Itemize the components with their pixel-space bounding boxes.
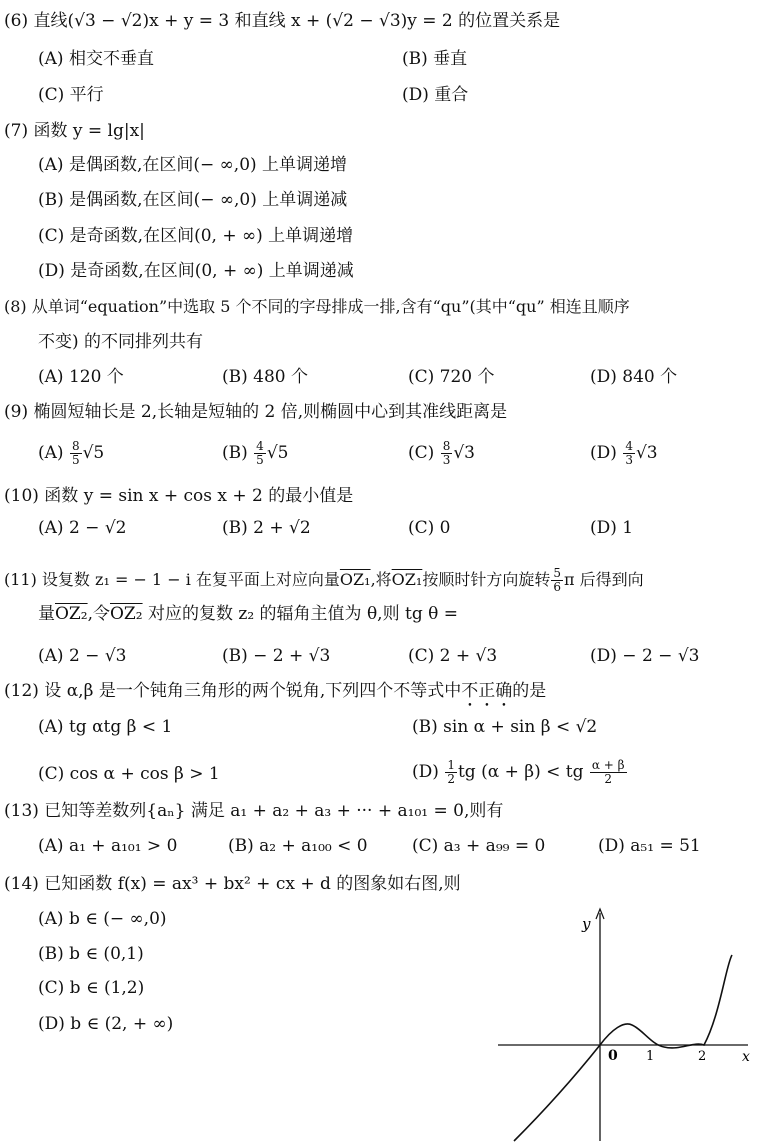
q12-d-half-denominator: 2	[447, 772, 455, 786]
q11-text-e: 量	[38, 604, 55, 624]
q9-b-label: (B)	[222, 443, 248, 463]
cubic-function-graph	[490, 905, 760, 1145]
question-14-stem: (14) 已知函数 f(x) = ax³ + bx² + cx + d 的图象如右图,则	[4, 874, 461, 894]
q13-option-a: (A) a₁ + a₁₀₁ > 0	[38, 836, 178, 856]
q12-text-b: 的是	[512, 681, 547, 701]
q9-d-numerator: 4	[625, 439, 633, 453]
x-axis-label: x	[742, 1049, 750, 1065]
q12-d-half-numerator: 1	[447, 758, 455, 772]
q7-option-b: (B) 是偶函数,在区间(− ∞,0) 上单调递减	[38, 190, 348, 210]
q8-option-b: (B) 480 个	[222, 367, 309, 387]
q11-text-c: 按顺时针方向旋转	[422, 570, 551, 589]
origin-label: 0	[608, 1048, 618, 1064]
question-8-stem-line1: (8) 从单词“equation”中选取 5 个不同的字母排成一排,含有“qu”(其中“qu” 相连且顺序	[4, 297, 630, 316]
q11-option-c: (C) 2 + √3	[408, 646, 498, 666]
q11-option-a: (A) 2 − √3	[38, 646, 127, 666]
q8-option-d: (D) 840 个	[590, 367, 678, 387]
tick-label-1: 1	[646, 1049, 655, 1064]
q9-d-radical: √3	[635, 443, 658, 463]
q7-option-d: (D) 是奇函数,在区间(0, + ∞) 上单调递减	[38, 261, 354, 281]
question-13-stem: (13) 已知等差数列{aₙ} 满足 a₁ + a₂ + a₃ + ··· + a₁₀₁ = 0,则有	[4, 801, 504, 821]
q9-b-fraction	[254, 440, 266, 467]
q11-rotation-fraction	[551, 567, 563, 594]
q9-a-denominator: 5	[71, 453, 80, 467]
tick-label-2: 2	[698, 1049, 707, 1064]
q6-option-a: (A) 相交不垂直	[38, 49, 154, 69]
question-11-stem-line1	[4, 567, 644, 594]
question-9-stem: (9) 椭圆短轴长是 2,长轴是短轴的 2 倍,则椭圆中心到其准线距离是	[4, 402, 508, 422]
q11-vector-oz1: OZ₁	[339, 570, 371, 589]
q14-option-c: (C) b ∈ (1,2)	[38, 978, 145, 998]
q9-b-radical: √5	[266, 443, 289, 463]
cubic-curve	[514, 955, 732, 1141]
q12-text-a: (12) 设 α,β 是一个钝角三角形的两个锐角,下列四个不等式中	[4, 681, 462, 701]
q6-option-d: (D) 重合	[402, 85, 469, 105]
q12-option-d	[412, 759, 628, 786]
q11-frac-denominator: 6	[553, 580, 561, 594]
q11-option-d: (D) − 2 − √3	[590, 646, 700, 666]
q10-option-c: (C) 0	[408, 518, 451, 538]
q9-a-numerator: 8	[71, 439, 80, 453]
q9-b-numerator: 4	[256, 439, 264, 453]
q11-text-f: ,令	[87, 604, 110, 624]
q11-vector-oz2-b: OZ₂	[109, 604, 143, 624]
q11-text-a: (11) 设复数 z₁ = − 1 − i 在复平面上对应向量	[4, 570, 340, 589]
q9-a-label: (A)	[38, 443, 64, 463]
q9-d-fraction	[623, 440, 635, 467]
q9-a-radical: √5	[82, 443, 105, 463]
question-8-stem-line2: 不变) 的不同排列共有	[38, 332, 204, 352]
q9-c-label: (C)	[408, 443, 435, 463]
q12-d-angle-denominator: 2	[604, 772, 613, 786]
q12-option-a: (A) tg αtg β < 1	[38, 717, 173, 737]
q8-option-c: (C) 720 个	[408, 367, 495, 387]
q9-c-numerator: 8	[442, 439, 451, 453]
q8-option-a: (A) 120 个	[38, 367, 124, 387]
q10-option-b: (B) 2 + √2	[222, 518, 311, 538]
q11-text-b: ,将	[370, 570, 392, 589]
q12-d-label: (D)	[412, 762, 439, 782]
q11-vector-oz2: OZ₂	[55, 604, 88, 624]
q9-option-c	[408, 440, 475, 467]
q9-d-label: (D)	[590, 443, 617, 463]
q12-option-c: (C) cos α + cos β > 1	[38, 764, 220, 784]
q7-option-c: (C) 是奇函数,在区间(0, + ∞) 上单调递增	[38, 226, 354, 246]
y-axis-label: y	[582, 915, 591, 933]
q12-d-middle: tg (α + β) < tg	[457, 762, 584, 782]
question-10-stem: (10) 函数 y = sin x + cos x + 2 的最小值是	[4, 486, 354, 506]
q13-option-d: (D) a₅₁ = 51	[598, 836, 701, 856]
q13-option-b: (B) a₂ + a₁₀₀ < 0	[228, 836, 368, 856]
q11-text-d: π 后得到向	[563, 570, 644, 589]
q6-option-b: (B) 垂直	[402, 49, 468, 69]
q11-frac-numerator: 5	[553, 566, 561, 580]
q10-option-a: (A) 2 − √2	[38, 518, 127, 538]
q14-option-d: (D) b ∈ (2, + ∞)	[38, 1014, 174, 1034]
q7-option-a: (A) 是偶函数,在区间(− ∞,0) 上单调递增	[38, 155, 348, 175]
q11-text-g: 对应的复数 z₂ 的辐角主值为 θ,则 tg θ =	[142, 604, 458, 624]
question-6-stem: (6) 直线(√3 − √2)x + y = 3 和直线 x + (√2 − √3)y = 2 的位置关系是	[4, 11, 561, 31]
q9-c-fraction	[441, 440, 453, 467]
q9-option-a	[38, 440, 104, 467]
q9-b-denominator: 5	[256, 453, 264, 467]
q9-option-d	[590, 440, 658, 467]
q13-option-c: (C) a₃ + a₉₉ = 0	[412, 836, 546, 856]
q6-option-c: (C) 平行	[38, 85, 104, 105]
q9-d-denominator: 3	[625, 453, 633, 467]
q9-option-b	[222, 440, 288, 467]
q9-a-fraction	[70, 440, 82, 467]
question-12-stem	[4, 680, 546, 711]
q12-option-b: (B) sin α + sin β < √2	[412, 717, 598, 737]
q12-d-angle-numerator: α + β	[591, 758, 625, 772]
q11-vector-oz1-b: OZ₁	[391, 570, 423, 589]
q12-d-half	[445, 759, 457, 786]
question-11-stem-line2	[38, 603, 458, 625]
q12-d-half-angle	[590, 759, 627, 786]
q14-option-b: (B) b ∈ (0,1)	[38, 944, 144, 964]
q12-emphasis-not-correct: 不正确	[461, 681, 513, 701]
q10-option-d: (D) 1	[590, 518, 634, 538]
question-7-stem: (7) 函数 y = lg|x|	[4, 121, 145, 141]
q9-c-radical: √3	[453, 443, 475, 463]
q14-option-a: (A) b ∈ (− ∞,0)	[38, 909, 167, 929]
q11-option-b: (B) − 2 + √3	[222, 646, 331, 666]
q9-c-denominator: 3	[442, 453, 451, 467]
